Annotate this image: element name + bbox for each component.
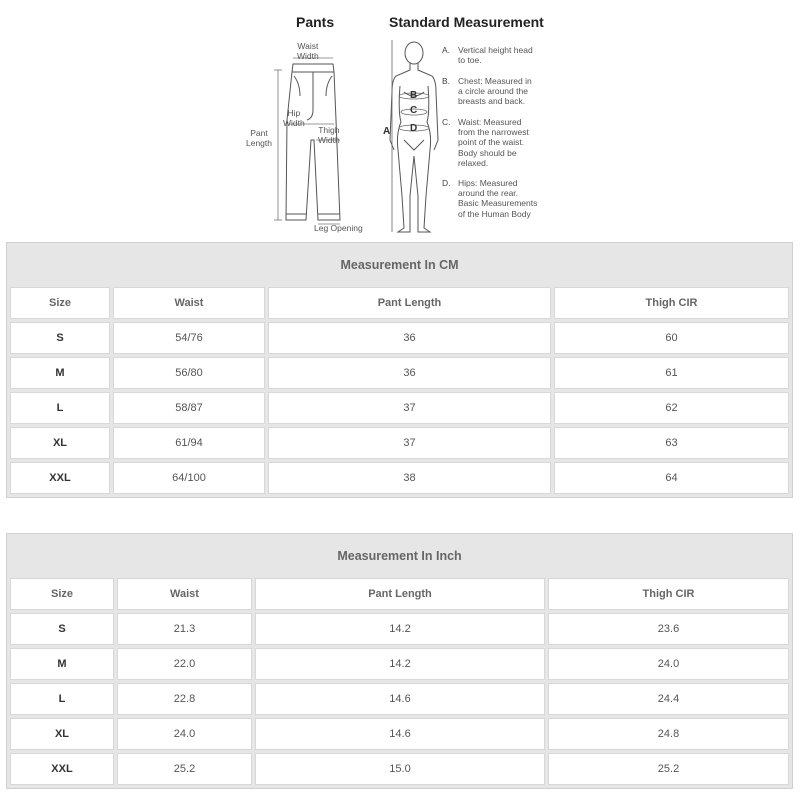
size-cell: XXL [10, 753, 114, 785]
diagram-drawings [0, 0, 800, 240]
waist-cell: 61/94 [113, 427, 265, 459]
size-cell: M [10, 357, 110, 389]
letter-a: A [383, 126, 391, 137]
header-thigh-cir: Thigh CIR [548, 578, 789, 610]
header-pant-length: Pant Length [268, 287, 551, 319]
pant-length-cell: 36 [268, 322, 551, 354]
size-cell: S [10, 613, 114, 645]
pant-length-cell: 15.0 [255, 753, 545, 785]
table-row [10, 753, 789, 785]
pant-length-label: Pant Length [246, 128, 272, 148]
header-size: Size [10, 287, 110, 319]
waist-cell: 22.0 [117, 648, 252, 680]
size-cell: XXL [10, 462, 110, 494]
waist-cell: 24.0 [117, 718, 252, 750]
thigh-cir-cell: 24.0 [548, 648, 789, 680]
inch-table-title: Measurement In Inch [7, 534, 792, 578]
pant-length-cell: 14.2 [255, 613, 545, 645]
table-row [10, 683, 789, 715]
letter-c: C [410, 105, 418, 116]
size-cell: L [10, 392, 110, 424]
thigh-cir-cell: 24.8 [548, 718, 789, 750]
thigh-cir-cell: 61 [554, 357, 789, 389]
body-illustration [390, 42, 438, 232]
thigh-cir-cell: 24.4 [548, 683, 789, 715]
size-cell: M [10, 648, 114, 680]
leg-opening-label: Leg Opening [314, 223, 363, 233]
pant-length-cell: 37 [268, 392, 551, 424]
size-cell: S [10, 322, 110, 354]
pant-length-cell: 14.6 [255, 683, 545, 715]
letter-b: B [410, 90, 418, 101]
header-size: Size [10, 578, 114, 610]
pant-length-cell: 14.2 [255, 648, 545, 680]
inch-table [6, 533, 793, 789]
pant-length-cell: 36 [268, 357, 551, 389]
table-row [10, 357, 789, 389]
waist-cell: 64/100 [113, 462, 265, 494]
inch-table-grid [7, 575, 792, 788]
size-cell: XL [10, 427, 110, 459]
waist-cell: 54/76 [113, 322, 265, 354]
header-waist: Waist [117, 578, 252, 610]
waist-cell: 22.8 [117, 683, 252, 715]
table-row [10, 392, 789, 424]
letter-d: D [410, 123, 418, 134]
header-waist: Waist [113, 287, 265, 319]
table-row [10, 613, 789, 645]
standard-measurement-title: Standard Measurement [389, 14, 544, 30]
note-c: C. Waist: Measured from the narrowest point of the waist. Body should be relaxed. [442, 117, 529, 168]
cm-table-grid [7, 284, 792, 497]
thigh-width-label: Thigh Width [318, 125, 340, 145]
waist-width-label: Waist Width [297, 41, 319, 61]
thigh-cir-cell: 23.6 [548, 613, 789, 645]
note-d: D. Hips: Measured around the rear. Basic Measurements of the Human Body [442, 178, 538, 219]
waist-cell: 25.2 [117, 753, 252, 785]
pants-title: Pants [296, 14, 335, 30]
cm-table-title: Measurement In CM [7, 243, 792, 287]
table-header-row [10, 578, 789, 610]
thigh-cir-cell: 60 [554, 322, 789, 354]
cm-table [6, 242, 793, 498]
size-cell: L [10, 683, 114, 715]
thigh-cir-cell: 25.2 [548, 753, 789, 785]
note-b: B. Chest: Measured in a circle around the breasts and back. [442, 76, 532, 107]
pant-length-cell: 38 [268, 462, 551, 494]
table-row [10, 462, 789, 494]
header-pant-length: Pant Length [255, 578, 545, 610]
header-thigh-cir: Thigh CIR [554, 287, 789, 319]
waist-cell: 56/80 [113, 357, 265, 389]
table-header-row [10, 287, 789, 319]
pant-length-cell: 37 [268, 427, 551, 459]
table-row [10, 427, 789, 459]
table-row [10, 648, 789, 680]
pant-length-cell: 14.6 [255, 718, 545, 750]
waist-cell: 21.3 [117, 613, 252, 645]
thigh-cir-cell: 63 [554, 427, 789, 459]
table-row [10, 322, 789, 354]
thigh-cir-cell: 64 [554, 462, 789, 494]
note-a: A. Vertical height head to toe. [442, 45, 533, 66]
waist-cell: 58/87 [113, 392, 265, 424]
size-cell: XL [10, 718, 114, 750]
thigh-cir-cell: 62 [554, 392, 789, 424]
hip-width-label: Hip Width [283, 108, 305, 128]
measurement-diagram [0, 0, 800, 240]
table-row [10, 718, 789, 750]
